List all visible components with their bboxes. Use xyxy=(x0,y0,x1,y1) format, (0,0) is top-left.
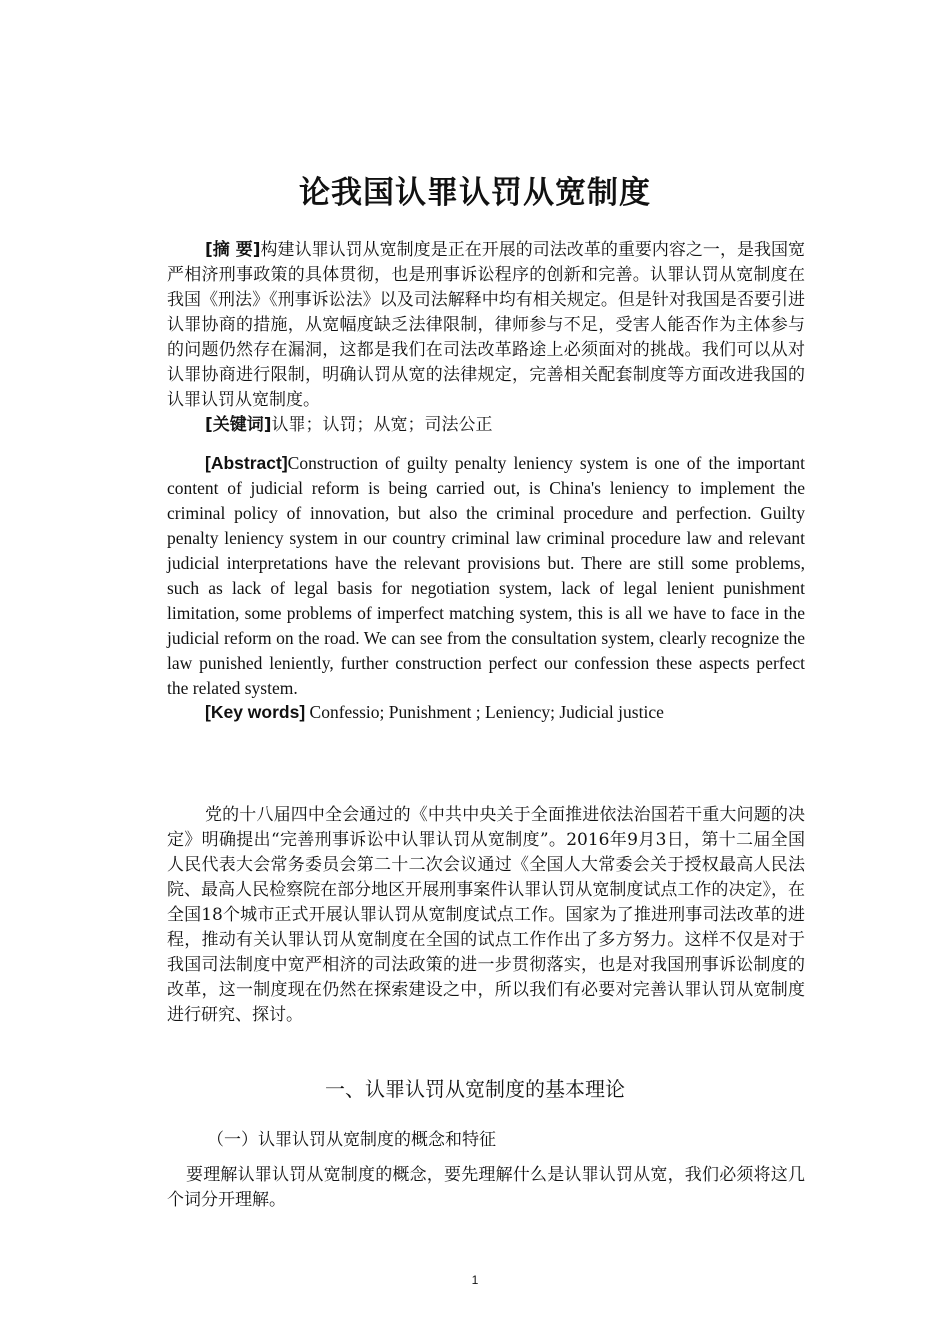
page-number: 1 xyxy=(471,1273,479,1287)
intro-paragraph: 党的十八届四中全会通过的《中共中央关于全面推进依法治国若干重大问题的决定》明确提出“完善刑事诉讼中认罪认罚从宽制度”。2016年9月3日，第十二届全国人民代表大会常务委员会第二十二次会议通过《全国人大常委会关于授权最高人民法院、最高人民检察院在部分地区开展刑事案件认罪认罚从宽制度试点工作的决定》，在全国18个城市正式开展认罪认罚从宽制度试点工作。国家为了推进刑事司法改革的进程，推动有关认罪认罚从宽制度在全国的试点工作作出了多方努力。这样不仅是对于我国司法制度中宽严相济的司法政策的进一步贯彻落实，也是对我国刑事诉讼制度的改革，这一制度现在仍然在探索建设之中，所以我们有必要对完善认罪认罚从宽制度进行研究、探讨。 xyxy=(167,805,805,1025)
subsection-paragraph: 要理解认罪认罚从宽制度的概念，要先理解什么是认罪认罚从宽，我们必须将这几个词分开理解。 xyxy=(167,1165,805,1210)
english-abstract-label: [Abstract] xyxy=(205,453,288,473)
english-keywords-text: Confessio; Punishment ; Leniency; Judicial justice xyxy=(305,702,664,722)
english-keywords-label: [Key words] xyxy=(205,702,306,722)
english-abstract-text: Construction of guilty penalty leniency system is one of the important content of judicial reform is being carried out, is China's leniency to implement the criminal policy of innovation, but also the criminal procedure and perfection. Guilty penalty leniency system in our country criminal law criminal procedure law and relevant judicial interpretations have the relevant provisions but. There are still some problems, such as lack of legal basis for negotiation system, lack of legal lenient punishment limitation, some problems of imperfect matching system, this is all we have to face in the judicial reform on the road. We can see from the consultation system, clearly recognize the law punished leniently, further construction perfect our confession these aspects perfect the related system. xyxy=(167,453,805,698)
chinese-abstract xyxy=(167,238,805,413)
section-heading: 一、认罪认罚从宽制度的基本理论 xyxy=(325,1077,625,1101)
subsection-heading: （一）认罪认罚从宽制度的概念和特征 xyxy=(207,1130,496,1150)
keywords-text: 认罪；认罚；从宽；司法公正 xyxy=(271,415,493,435)
english-keywords xyxy=(167,700,805,725)
abstract-label: [摘 要] xyxy=(205,240,261,260)
paper-title: 论我国认罪认罚从宽制度 xyxy=(299,175,651,211)
abstract-text: 构建认罪认罚从宽制度是正在开展的司法改革的重要内容之一，是我国宽严相济刑事政策的具体贯彻，也是刑事诉讼程序的创新和完善。认罪认罚从宽制度在我国《刑法》《刑事诉讼法》以及司法解释中均有相关规定。但是针对我国是否要引进认罪协商的措施，从宽幅度缺乏法律限制，律师参与不足，受害人能否作为主体参与的问题仍然存在漏洞，这都是我们在司法改革路途上必须面对的挑战。我们可以从对认罪协商进行限制，明确认罚从宽的法律规定，完善相关配套制度等方面改进我国的认罪认罚从宽制度。 xyxy=(167,240,806,410)
chinese-keywords xyxy=(167,413,805,438)
keywords-label: [关键词] xyxy=(205,415,272,435)
english-abstract xyxy=(167,451,805,701)
